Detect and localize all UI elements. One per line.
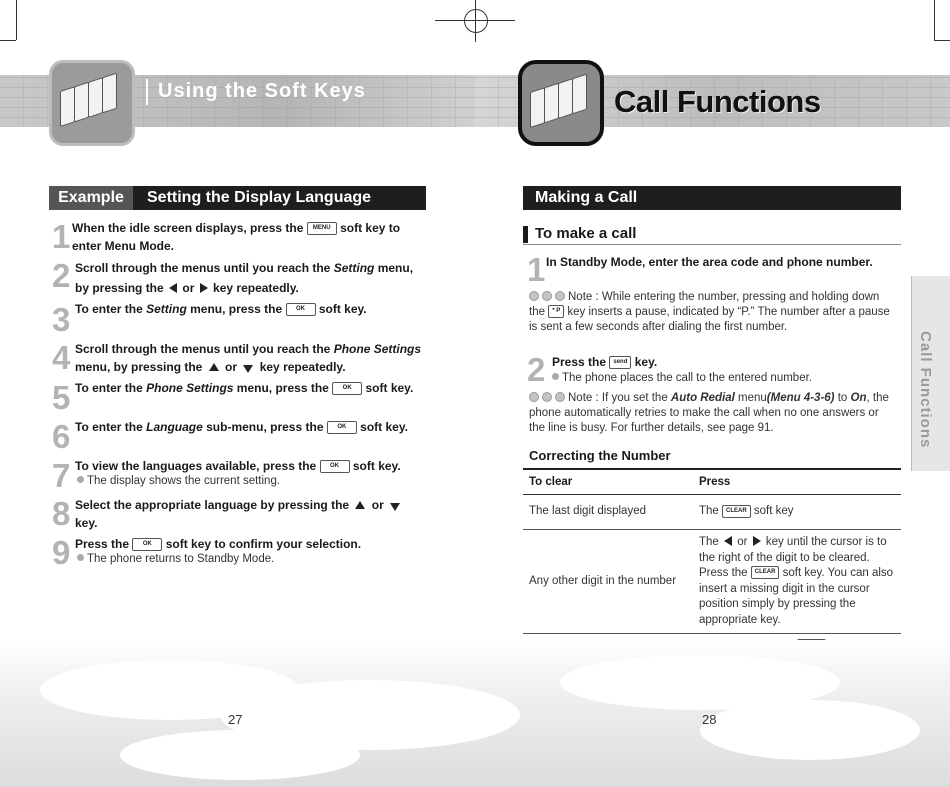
right-section-bar — [523, 186, 901, 210]
chapter-side-tab — [911, 276, 950, 471]
right-arrow-icon — [753, 536, 761, 546]
bullet-icon — [77, 476, 84, 483]
table-cell: The or key until the cursor is to the right of the digit to be cleared. Press the CLEAR soft key. You can also insert a missing digit in the cursor position simply by pressing the appropriate key. — [693, 530, 901, 634]
step-number: 1 — [527, 251, 546, 288]
subsection-heading — [523, 225, 901, 245]
up-arrow-icon — [209, 363, 219, 371]
up-arrow-icon — [355, 501, 365, 509]
ok-key-icon: OK — [327, 421, 357, 434]
page-number-left: 27 — [228, 712, 243, 727]
step-number: 9 — [52, 534, 71, 571]
ok-key-icon: OK — [132, 538, 162, 551]
table-row — [523, 495, 901, 530]
ok-key-icon: OK — [320, 460, 350, 473]
ok-key-icon: OK — [332, 382, 362, 395]
note-icon — [529, 392, 568, 404]
make-call-step-1: In Standby Mode, enter the area code and phone number. — [546, 255, 873, 269]
table-cell: The last digit displayed — [523, 495, 693, 530]
bullet-icon — [552, 373, 559, 380]
table-header-cell: Press — [693, 469, 901, 495]
step-1-text: When the idle screen displays, press the MENU soft key to enter Menu Mode. — [72, 221, 401, 253]
cloud-background — [0, 640, 950, 787]
table-header-row — [523, 469, 901, 495]
make-call-step-2: Press the send key. — [552, 355, 658, 369]
table-cell: Any other digit in the number — [523, 530, 693, 634]
registration-mark-top — [464, 9, 488, 33]
left-arrow-icon — [169, 283, 177, 293]
clear-key-icon: CLEAR — [751, 566, 780, 579]
step-7-subtext: The display shows the current setting. — [77, 474, 280, 489]
side-tab-label: Call Functions — [917, 331, 934, 449]
left-header-title: Using the Soft Keys — [146, 79, 366, 105]
crop-line-left-v — [16, 0, 17, 40]
step-number: 2 — [52, 257, 71, 294]
step-3-text: To enter the Setting menu, press the OK soft key. — [75, 302, 367, 316]
menu-key-icon: MENU — [307, 222, 337, 235]
subsection-title: To make a call — [535, 225, 637, 242]
right-section-title: Making a Call — [535, 189, 638, 206]
note-pause: Note : While entering the number, pressing and holding down the * P key inserts a pause, indicated by “P.” The number after a pause is sent a few seconds after dialing the first number. — [529, 291, 890, 333]
bullet-icon — [77, 554, 84, 561]
step-number: 1 — [52, 218, 71, 255]
step-9-subtext: The phone returns to Standby Mode. — [77, 552, 274, 567]
step-5-text: To enter the Phone Settings menu, press the OK soft key. — [75, 381, 414, 395]
page-number-right: 28 — [702, 712, 717, 727]
note-icon — [529, 291, 568, 303]
step-4-text: Scroll through the menus until you reach the Phone Settings menu, by pressing the or key repeatedly. — [75, 342, 422, 374]
note-auto-redial: Note : If you set the Auto Redial menu(Menu 4-3-6) to On, the phone automatically retries to make the call when no one answers or the line is busy. For further details, see page 91. — [529, 392, 889, 434]
step-8-text: Select the appropriate language by pressing the or key. — [75, 496, 425, 532]
keypad-logo-right — [518, 60, 604, 146]
example-tag: Example — [49, 186, 133, 210]
step-number: 8 — [52, 495, 71, 532]
left-arrow-icon — [724, 536, 732, 546]
down-arrow-icon — [243, 365, 253, 373]
clear-key-icon: CLEAR — [722, 505, 751, 518]
step-9-text: Press the OK soft key to confirm your selection. — [75, 537, 362, 551]
step-number: 7 — [52, 457, 71, 494]
step-number: 3 — [52, 301, 71, 338]
table-cell: The CLEAR soft key — [693, 495, 901, 530]
step-number: 2 — [527, 351, 546, 388]
left-section-bar — [133, 186, 426, 210]
left-section-title: Setting the Display Language — [147, 189, 372, 206]
step-number: 5 — [52, 379, 71, 416]
ok-key-icon: OK — [286, 303, 316, 316]
step-2-subtext: The phone places the call to the entered number. — [552, 371, 812, 386]
crop-line-right — [934, 40, 950, 41]
right-header-title: Call Functions — [614, 84, 821, 119]
step-6-text: To enter the Language sub-menu, press the OK soft key. — [75, 420, 408, 434]
correcting-heading: Correcting the Number — [529, 448, 671, 463]
star-pause-key-icon: * P — [548, 305, 564, 318]
step-number: 6 — [52, 418, 71, 455]
keypad-logo-left — [49, 60, 135, 146]
table-header-cell: To clear — [523, 469, 693, 495]
send-key-icon: send — [609, 356, 631, 369]
down-arrow-icon — [390, 503, 400, 511]
step-2-text: Scroll through the menus until you reach the Setting menu, by pressing the or key repeatedly. — [75, 261, 414, 295]
crop-line-left — [0, 40, 16, 41]
crop-line-right-v — [934, 0, 935, 40]
step-7-text: To view the languages available, press the OK soft key. — [75, 459, 401, 473]
crop-line-top-vertical — [475, 0, 476, 42]
table-row — [523, 530, 901, 634]
right-arrow-icon — [200, 283, 208, 293]
step-number: 4 — [52, 339, 71, 376]
